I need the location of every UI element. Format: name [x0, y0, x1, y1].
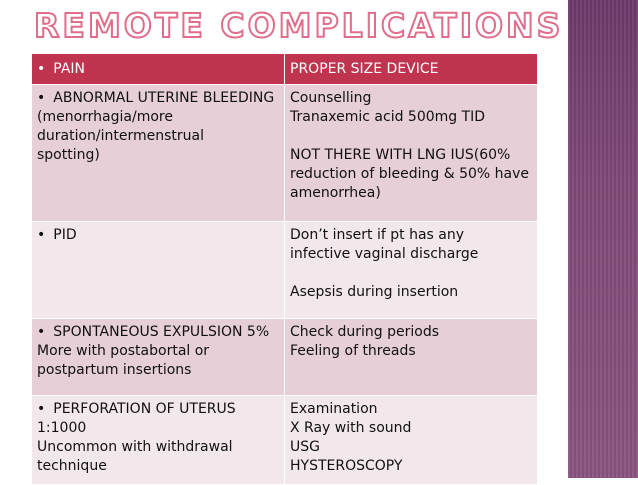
- complication-heading: PERFORATION OF UTERUS: [53, 401, 236, 417]
- header-pain: [32, 54, 285, 85]
- complication-heading-line: [37, 226, 280, 245]
- bullet-icon: •: [37, 90, 46, 106]
- complication-detail: spotting): [37, 147, 100, 163]
- table-row: [32, 319, 538, 396]
- header-device-label: PROPER SIZE DEVICE: [290, 61, 439, 77]
- management-line: HYSTEROSCOPY: [290, 458, 403, 474]
- bullet-icon: •: [37, 324, 46, 340]
- management-line: USG: [290, 439, 320, 455]
- management-cell: [285, 222, 538, 319]
- management-line: amenorrhea): [290, 185, 381, 201]
- management-line: X Ray with sound: [290, 420, 412, 436]
- slide-title: REMOTE COMPLICATIONS: [34, 6, 564, 45]
- complications-table: [31, 53, 538, 485]
- complication-heading-line: [37, 323, 280, 342]
- line-spacer: [290, 127, 533, 146]
- management-cell: [285, 85, 538, 222]
- complication-heading-line: [37, 89, 280, 108]
- bullet-icon: •: [37, 61, 46, 77]
- table-header-row: [32, 54, 538, 85]
- table-row: [32, 222, 538, 319]
- complication-detail: Uncommon with withdrawal: [37, 439, 233, 455]
- header-proper-size-device: [285, 54, 538, 85]
- management-line: reduction of bleeding & 50% have: [290, 166, 530, 182]
- complication-cell: [32, 85, 285, 222]
- complication-detail: duration/intermenstrual: [37, 128, 205, 144]
- table-row: [32, 85, 538, 222]
- line-spacer: [290, 264, 533, 283]
- complication-heading: PID: [53, 227, 77, 243]
- management-cell: [285, 319, 538, 396]
- management-line: Counselling: [290, 90, 372, 106]
- management-line: NOT THERE WITH LNG IUS(60%: [290, 147, 511, 163]
- management-line: Asepsis during insertion: [290, 284, 459, 300]
- bullet-icon: •: [37, 401, 46, 417]
- complication-detail: 1:1000: [37, 420, 87, 436]
- complication-cell: [32, 222, 285, 319]
- management-line: Tranaxemic acid 500mg TID: [290, 109, 486, 125]
- complication-heading: ABNORMAL UTERINE BLEEDING: [53, 90, 275, 106]
- table-row: [32, 396, 538, 485]
- complication-heading-line: [37, 400, 280, 419]
- management-line: Feeling of threads: [290, 343, 416, 359]
- complication-heading: SPONTANEOUS EXPULSION 5%: [53, 324, 270, 340]
- management-line: infective vaginal discharge: [290, 246, 479, 262]
- complication-detail: (menorrhagia/more: [37, 109, 173, 125]
- management-line: Check during periods: [290, 324, 440, 340]
- management-line: Don’t insert if pt has any: [290, 227, 465, 243]
- management-cell: [285, 396, 538, 485]
- complication-cell: [32, 319, 285, 396]
- header-pain-label: PAIN: [53, 61, 85, 77]
- bullet-icon: •: [37, 227, 46, 243]
- management-line: Examination: [290, 401, 378, 417]
- complication-cell: [32, 396, 285, 485]
- complication-detail: technique: [37, 458, 107, 474]
- decorative-side-bar: [568, 0, 638, 478]
- complication-detail: postpartum insertions: [37, 362, 192, 378]
- complication-detail: More with postabortal or: [37, 343, 210, 359]
